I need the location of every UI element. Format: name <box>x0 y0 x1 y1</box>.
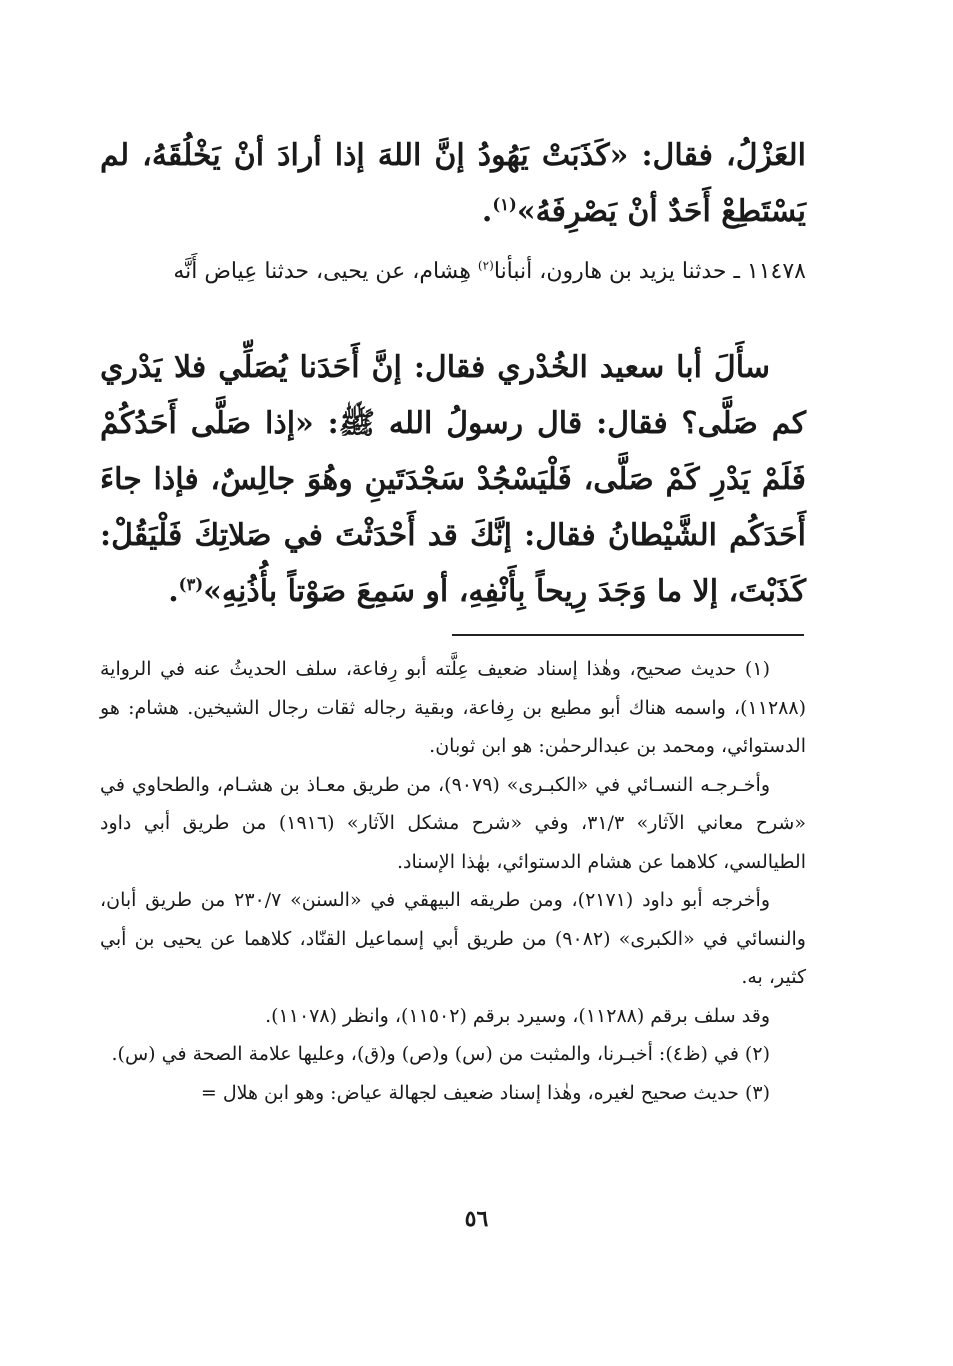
hadith-matn-text: سأَلَ أبا سعيد الخُدْري فقال: إنَّ أَحَدَنا يُصَلِّي فلا يَدْري كم صَلَّى؟ فقال: قال رسولُ الله ﷺ: «إذا صَلَّى أَحَدُكُمْ فَلَمْ يَدْرِ كَمْ صَلَّى، فَلْيَسْجُدْ سَجْدَتَينِ وهُوَ جالِسٌ، فإذا جاءَ أَحَدَكُم الشَّيْطانُ فقال: إنَّكَ قد أَحْدَثْتَ في صَلاتِكَ فَلْيَقُلْ: كَذَبْتَ، إلا ما وَجَدَ رِيحاً بِأَنْفِهِ، أو سَمِعَ صَوْتاً بأُذُنِهِ»$^{(٣)}$. <box>100 350 806 609</box>
isnad-text-end: هِشام، عن يحيى، حدثنا عِياض أَنَّه <box>173 259 471 284</box>
footnote-2: (٢) في (ظ٤): أخبـرنا، والمثبت من (س) و(ص) و(ق)، وعليها علامة الصحة في (س). <box>111 1043 770 1065</box>
isnad-chain <box>100 250 806 294</box>
footnote-1-para-4: وقد سلف برقم (١١٢٨٨)، وسيرد برقم (١١٥٠٢)، وانظر (١١٠٧٨). <box>265 1004 770 1027</box>
footnote-ref-3[interactable]: (٣) <box>178 575 204 594</box>
hadith-matn-body: سأَلَ أبا سعيد الخُدْري فقال: إنَّ أَحَدَنا يُصَلِّي فلا يَدْري كم صَلَّى؟ فقال: قال رسولُ الله ﷺ: «إذا صَلَّى أَحَدُكُمْ فَلَمْ يَدْرِ كَمْ صَلَّى، فَلْيَسْجُدْ سَجْدَتَينِ وهُوَ جالِسٌ، فإذا جاءَ أَحَدَكُم الشَّيْطانُ فقال: إنَّكَ قد أَحْدَثْتَ في صَلاتِكَ فَلْيَقُلْ: كَذَبْتَ، إلا ما وَجَدَ رِيحاً بِأَنْفِهِ، أو سَمِعَ صَوْتاً بأُذُنِهِ» <box>100 350 806 609</box>
hadith-continuation-text: العَزْلُ، فقال: «كَذَبَتْ يَهُودُ إنَّ اللهَ إذا أرادَ أنْ يَخْلُقَهُ، لم يَسْتَطِعْ أَحَدٌ أنْ يَصْرِفَهُ»$^{(١)}$. <box>100 138 806 229</box>
footnote-1-para-1: (١) حديث صحيح، وهٰذا إسناد ضعيف عِلَّته أبو رِفاعة، سلف الحديثُ عنه في الرواية (١١٢٨٨)، واسمه هناك أبو مطيع بن رِفاعة، وبقية رجاله ثقات رجال الشيخين. هشام: هو الدستوائي، ومحمد بن عبدالرحمٰن: هو ابن ثوبان. <box>100 658 806 757</box>
footnote-separator <box>452 634 804 636</box>
footnote-ref-1[interactable]: (١) <box>492 195 517 214</box>
page-number: ٥٦ <box>464 1206 489 1232</box>
hadith-continuation-body: العَزْلُ، فقال: «كَذَبَتْ يَهُودُ إنَّ اللهَ إذا أرادَ أنْ يَخْلُقَهُ، لم يَسْتَطِعْ أَحَدٌ أنْ يَصْرِفَهُ» <box>100 138 806 229</box>
footnotes-section <box>100 650 806 1112</box>
hadith-continuation <box>100 128 806 240</box>
footnote-3: (٣) حديث صحيح لغيره، وهٰذا إسناد ضعيف لجهالة عياض: وهو ابن هلال = <box>200 1081 770 1104</box>
isnad-text-start: ١١٤٧٨ ـ حدثنا يزيد بن هارون، أنبأنا <box>493 259 806 284</box>
footnote-ref-2[interactable]: (٢) <box>477 258 494 273</box>
footnote-1-para-3: وأخرجه أبو داود (٢١٧١)، ومن طريقه البيهقي في «السنن» ٢٣٠/٧ من طريق أبان، والنسائي في «الكبرى» (٩٠٨٢) من طريق أبي إسماعيل القنّاد، كلاهما عن يحيى بن أبي كثير، به. <box>100 889 806 988</box>
footnote-1-para-2: وأخـرجـه النسـائي في «الكبـرى» (٩٠٧٩)، من طريق معـاذ بن هشـام، والطحاوي في «شرح معاني الآثار» ٣١/٣، وفي «شرح مشكل الآثار» (١٩١٦) من طريق أبي داود الطيالسي، كلاهما عن هشام الدستوائي، بهٰذا الإسناد. <box>100 773 806 873</box>
hadith-matn <box>100 340 806 620</box>
